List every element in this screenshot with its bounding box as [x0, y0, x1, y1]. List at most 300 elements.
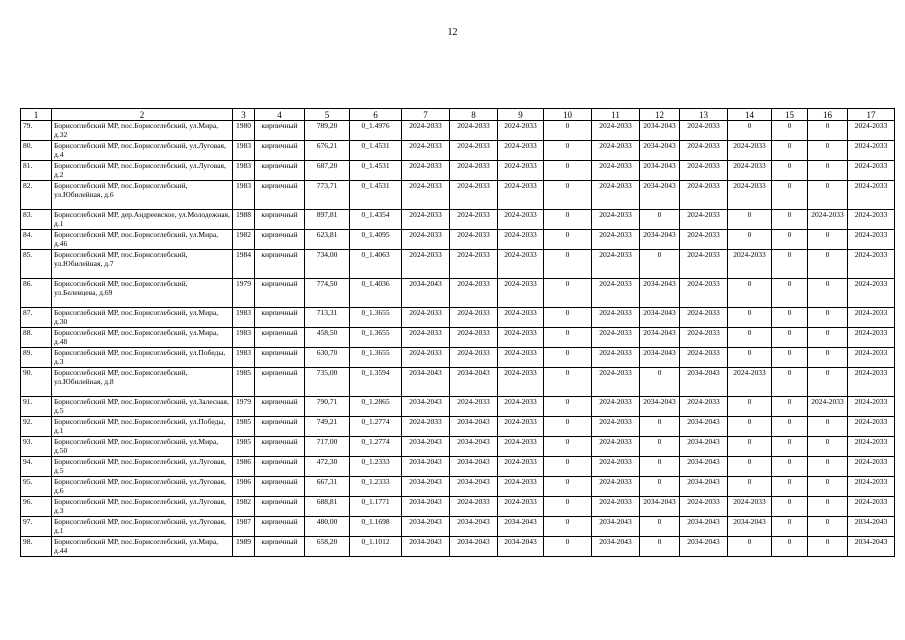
- cell-period-11: 2024-2033: [592, 161, 640, 181]
- cell-period-10: 0: [544, 141, 592, 161]
- cell-period-16: 0: [808, 279, 848, 308]
- cell-area: 458,50: [305, 328, 350, 348]
- cell-row-number: 86.: [21, 279, 52, 308]
- cell-period-8: 2034-2043: [450, 457, 498, 477]
- cell-period-12: 0: [640, 477, 680, 497]
- cell-wall-material: кирпичный: [255, 517, 305, 537]
- cell-index: 0_1.4531: [350, 141, 402, 161]
- cell-index: 0_1.2333: [350, 457, 402, 477]
- cell-period-10: 0: [544, 537, 592, 557]
- cell-row-number: 89.: [21, 348, 52, 368]
- cell-period-7: 2034-2043: [402, 397, 450, 417]
- cell-period-15: 0: [772, 210, 808, 230]
- cell-period-9: 2034-2043: [498, 517, 544, 537]
- cell-period-13: 2024-2033: [680, 328, 728, 348]
- cell-period-13: 2024-2033: [680, 308, 728, 328]
- cell-period-13: 2034-2043: [680, 368, 728, 397]
- cell-area: 623,81: [305, 230, 350, 250]
- cell-period-11: 2024-2033: [592, 497, 640, 517]
- cell-period-9: 2024-2033: [498, 477, 544, 497]
- cell-year-built: 1986: [233, 477, 255, 497]
- column-header: 7: [402, 109, 450, 121]
- cell-period-8: 2034-2043: [450, 368, 498, 397]
- cell-row-number: 94.: [21, 457, 52, 477]
- column-header: 12: [640, 109, 680, 121]
- cell-period-16: 0: [808, 181, 848, 210]
- cell-index: 0_1.4095: [350, 230, 402, 250]
- cell-period-17: 2024-2033: [848, 497, 895, 517]
- cell-period-8: 2034-2043: [450, 477, 498, 497]
- cell-period-12: 2034-2043: [640, 328, 680, 348]
- cell-period-8: 2024-2033: [450, 250, 498, 279]
- cell-period-11: 2024-2033: [592, 437, 640, 457]
- cell-period-12: 2034-2043: [640, 308, 680, 328]
- cell-year-built: 1983: [233, 161, 255, 181]
- cell-address: Борисоглебский МР, пос.Борисоглебский, ул.Луговая, д.2: [52, 161, 233, 181]
- cell-period-11: 2024-2033: [592, 368, 640, 397]
- cell-period-15: 0: [772, 457, 808, 477]
- cell-period-8: 2024-2033: [450, 161, 498, 181]
- cell-row-number: 80.: [21, 141, 52, 161]
- cell-period-15: 0: [772, 279, 808, 308]
- cell-period-7: 2024-2033: [402, 121, 450, 141]
- table-row: [21, 417, 895, 437]
- cell-index: 0_1.1698: [350, 517, 402, 537]
- cell-period-12: 2034-2043: [640, 348, 680, 368]
- cell-address: Борисоглебский МР, пос.Борисоглебский, ул.Белевцева, д.69: [52, 279, 233, 308]
- cell-period-16: 0: [808, 477, 848, 497]
- cell-period-12: 0: [640, 210, 680, 230]
- cell-period-11: 2024-2033: [592, 397, 640, 417]
- cell-period-14: 2034-2043: [728, 517, 772, 537]
- cell-period-10: 0: [544, 517, 592, 537]
- cell-period-15: 0: [772, 437, 808, 457]
- cell-area: 687,20: [305, 161, 350, 181]
- cell-period-15: 0: [772, 477, 808, 497]
- cell-period-12: 0: [640, 437, 680, 457]
- table-row: [21, 181, 895, 210]
- cell-period-8: 2024-2033: [450, 141, 498, 161]
- table-row: [21, 250, 895, 279]
- column-header: 2: [52, 109, 233, 121]
- cell-year-built: 1980: [233, 121, 255, 141]
- cell-index: 0_1.3655: [350, 328, 402, 348]
- cell-period-11: 2024-2033: [592, 279, 640, 308]
- cell-period-14: 0: [728, 417, 772, 437]
- cell-period-7: 2034-2043: [402, 279, 450, 308]
- cell-row-number: 92.: [21, 417, 52, 437]
- cell-period-10: 0: [544, 230, 592, 250]
- cell-address: Борисоглебский МР, пос.Борисоглебский, ул.Мира, д.30: [52, 308, 233, 328]
- cell-period-15: 0: [772, 161, 808, 181]
- cell-period-17: 2024-2033: [848, 210, 895, 230]
- cell-period-8: 2024-2033: [450, 348, 498, 368]
- cell-period-13: 2034-2043: [680, 437, 728, 457]
- cell-period-12: 0: [640, 368, 680, 397]
- cell-period-11: 2024-2033: [592, 477, 640, 497]
- cell-year-built: 1985: [233, 437, 255, 457]
- cell-period-9: 2024-2033: [498, 279, 544, 308]
- column-header: 13: [680, 109, 728, 121]
- cell-period-12: 2034-2043: [640, 497, 680, 517]
- cell-year-built: 1985: [233, 417, 255, 437]
- cell-period-12: 2034-2043: [640, 397, 680, 417]
- header-row: [21, 109, 895, 121]
- cell-row-number: 91.: [21, 397, 52, 417]
- cell-index: 0_1.4354: [350, 210, 402, 230]
- cell-area: 789,20: [305, 121, 350, 141]
- cell-period-10: 0: [544, 181, 592, 210]
- cell-period-14: 2024-2033: [728, 181, 772, 210]
- cell-wall-material: кирпичный: [255, 477, 305, 497]
- cell-period-17: 2024-2033: [848, 250, 895, 279]
- cell-period-14: 0: [728, 210, 772, 230]
- cell-period-11: 2024-2033: [592, 250, 640, 279]
- page-number: 12: [447, 27, 458, 38]
- cell-row-number: 84.: [21, 230, 52, 250]
- cell-period-11: 2024-2033: [592, 457, 640, 477]
- cell-period-8: 2034-2043: [450, 517, 498, 537]
- cell-period-9: 2024-2033: [498, 141, 544, 161]
- cell-period-7: 2024-2033: [402, 210, 450, 230]
- column-header: 15: [772, 109, 808, 121]
- cell-period-16: 0: [808, 328, 848, 348]
- table-row: [21, 308, 895, 328]
- cell-period-17: 2024-2033: [848, 397, 895, 417]
- cell-period-7: 2034-2043: [402, 497, 450, 517]
- cell-period-8: 2024-2033: [450, 230, 498, 250]
- cell-row-number: 98.: [21, 537, 52, 557]
- cell-period-14: 2024-2033: [728, 497, 772, 517]
- cell-wall-material: кирпичный: [255, 250, 305, 279]
- cell-address: Борисоглебский МР, пос.Борисоглебский, ул.Мира, д.48: [52, 328, 233, 348]
- cell-period-12: 2034-2043: [640, 230, 680, 250]
- cell-wall-material: кирпичный: [255, 417, 305, 437]
- cell-period-9: 2024-2033: [498, 497, 544, 517]
- cell-area: 472,30: [305, 457, 350, 477]
- cell-period-17: 2024-2033: [848, 368, 895, 397]
- cell-index: 0_1.3655: [350, 308, 402, 328]
- cell-row-number: 79.: [21, 121, 52, 141]
- cell-period-12: 2034-2043: [640, 141, 680, 161]
- cell-period-9: 2024-2033: [498, 437, 544, 457]
- cell-period-12: 0: [640, 417, 680, 437]
- cell-period-10: 0: [544, 279, 592, 308]
- cell-year-built: 1983: [233, 181, 255, 210]
- cell-period-11: 2024-2033: [592, 308, 640, 328]
- table-row: [21, 497, 895, 517]
- cell-period-10: 0: [544, 497, 592, 517]
- cell-address: Борисоглебский МР, пос.Борисоглебский, ул.Луговая, д.3: [52, 497, 233, 517]
- cell-address: Борисоглебский МР, пос.Борисоглебский, ул.Мира, д.50: [52, 437, 233, 457]
- cell-address: Борисоглебский МР, пос.Борисоглебский, ул.Мира, д.32: [52, 121, 233, 141]
- cell-period-8: 2034-2043: [450, 537, 498, 557]
- column-header: 16: [808, 109, 848, 121]
- cell-period-15: 0: [772, 537, 808, 557]
- column-header: 1: [21, 109, 52, 121]
- cell-index: 0_1.2774: [350, 437, 402, 457]
- cell-row-number: 88.: [21, 328, 52, 348]
- cell-period-7: 2024-2033: [402, 161, 450, 181]
- cell-period-16: 2024-2033: [808, 210, 848, 230]
- table-row: [21, 437, 895, 457]
- cell-period-9: 2024-2033: [498, 417, 544, 437]
- cell-period-9: 2024-2033: [498, 397, 544, 417]
- cell-row-number: 96.: [21, 497, 52, 517]
- cell-period-7: 2034-2043: [402, 437, 450, 457]
- column-header: 8: [450, 109, 498, 121]
- cell-area: 676,21: [305, 141, 350, 161]
- cell-period-14: 0: [728, 457, 772, 477]
- cell-period-12: 0: [640, 537, 680, 557]
- housing-table: [20, 108, 895, 557]
- cell-year-built: 1986: [233, 457, 255, 477]
- cell-period-13: 2024-2033: [680, 141, 728, 161]
- cell-year-built: 1982: [233, 497, 255, 517]
- table-row: [21, 230, 895, 250]
- cell-period-17: 2024-2033: [848, 348, 895, 368]
- cell-wall-material: кирпичный: [255, 141, 305, 161]
- cell-year-built: 1982: [233, 230, 255, 250]
- cell-period-9: 2024-2033: [498, 230, 544, 250]
- table-row: [21, 368, 895, 397]
- cell-address: Борисоглебский МР, пос.Борисоглебский, ул.Мира, д.46: [52, 230, 233, 250]
- cell-period-13: 2024-2033: [680, 161, 728, 181]
- cell-period-15: 0: [772, 397, 808, 417]
- cell-period-15: 0: [772, 141, 808, 161]
- cell-period-11: 2034-2043: [592, 517, 640, 537]
- cell-period-16: 0: [808, 308, 848, 328]
- cell-address: Борисоглебский МР, пос.Борисоглебский, ул.Юбилейная, д.6: [52, 181, 233, 210]
- cell-year-built: 1979: [233, 279, 255, 308]
- cell-row-number: 83.: [21, 210, 52, 230]
- cell-period-14: 0: [728, 477, 772, 497]
- cell-period-7: 2034-2043: [402, 477, 450, 497]
- cell-row-number: 82.: [21, 181, 52, 210]
- cell-period-7: 2024-2033: [402, 308, 450, 328]
- cell-period-11: 2034-2043: [592, 537, 640, 557]
- cell-wall-material: кирпичный: [255, 368, 305, 397]
- cell-period-12: 0: [640, 457, 680, 477]
- cell-period-10: 0: [544, 417, 592, 437]
- cell-period-15: 0: [772, 417, 808, 437]
- cell-period-11: 2024-2033: [592, 417, 640, 437]
- cell-period-15: 0: [772, 348, 808, 368]
- cell-period-13: 2024-2033: [680, 348, 728, 368]
- cell-period-8: 2024-2033: [450, 308, 498, 328]
- cell-period-17: 2024-2033: [848, 279, 895, 308]
- cell-period-11: 2024-2033: [592, 210, 640, 230]
- cell-wall-material: кирпичный: [255, 210, 305, 230]
- cell-period-17: 2024-2033: [848, 417, 895, 437]
- cell-period-11: 2024-2033: [592, 348, 640, 368]
- cell-period-8: 2024-2033: [450, 121, 498, 141]
- column-header: 9: [498, 109, 544, 121]
- cell-wall-material: кирпичный: [255, 181, 305, 210]
- cell-area: 773,71: [305, 181, 350, 210]
- cell-period-8: 2024-2033: [450, 497, 498, 517]
- cell-period-10: 0: [544, 477, 592, 497]
- cell-period-12: 2034-2043: [640, 279, 680, 308]
- table-row: [21, 517, 895, 537]
- cell-period-9: 2024-2033: [498, 368, 544, 397]
- cell-period-16: 0: [808, 348, 848, 368]
- cell-address: Борисоглебский МР, пос.Борисоглебский, ул.Юбилейная, д.8: [52, 368, 233, 397]
- table-row: [21, 328, 895, 348]
- cell-period-7: 2024-2033: [402, 250, 450, 279]
- cell-address: Борисоглебский МР, пос.Борисоглебский, ул.Залесная, д.5: [52, 397, 233, 417]
- cell-index: 0_1.1012: [350, 537, 402, 557]
- cell-period-10: 0: [544, 161, 592, 181]
- cell-period-7: 2034-2043: [402, 368, 450, 397]
- cell-period-8: 2034-2043: [450, 417, 498, 437]
- table-row: [21, 477, 895, 497]
- cell-year-built: 1983: [233, 328, 255, 348]
- cell-period-10: 0: [544, 250, 592, 279]
- cell-period-11: 2024-2033: [592, 181, 640, 210]
- cell-period-9: 2024-2033: [498, 348, 544, 368]
- cell-period-7: 2034-2043: [402, 537, 450, 557]
- cell-period-10: 0: [544, 328, 592, 348]
- cell-period-12: 2034-2043: [640, 161, 680, 181]
- cell-period-17: 2024-2033: [848, 308, 895, 328]
- cell-wall-material: кирпичный: [255, 457, 305, 477]
- cell-year-built: 1989: [233, 537, 255, 557]
- cell-index: 0_1.4531: [350, 181, 402, 210]
- table-row: [21, 348, 895, 368]
- cell-area: 717,00: [305, 437, 350, 457]
- cell-index: 0_1.4531: [350, 161, 402, 181]
- cell-period-16: 0: [808, 121, 848, 141]
- cell-year-built: 1984: [233, 250, 255, 279]
- cell-year-built: 1983: [233, 141, 255, 161]
- cell-period-14: 0: [728, 348, 772, 368]
- cell-index: 0_1.1771: [350, 497, 402, 517]
- cell-wall-material: кирпичный: [255, 279, 305, 308]
- cell-period-17: 2034-2043: [848, 517, 895, 537]
- table-row: [21, 210, 895, 230]
- cell-area: 734,00: [305, 250, 350, 279]
- cell-period-16: 0: [808, 437, 848, 457]
- cell-wall-material: кирпичный: [255, 537, 305, 557]
- cell-period-13: 2024-2033: [680, 230, 728, 250]
- cell-area: 630,70: [305, 348, 350, 368]
- cell-period-9: 2024-2033: [498, 210, 544, 230]
- cell-period-15: 0: [772, 181, 808, 210]
- cell-period-15: 0: [772, 230, 808, 250]
- cell-period-13: 2034-2043: [680, 417, 728, 437]
- cell-period-16: 0: [808, 230, 848, 250]
- cell-row-number: 95.: [21, 477, 52, 497]
- cell-index: 0_1.4976: [350, 121, 402, 141]
- column-header: 10: [544, 109, 592, 121]
- cell-index: 0_1.2865: [350, 397, 402, 417]
- column-header: 17: [848, 109, 895, 121]
- cell-period-14: 2024-2033: [728, 250, 772, 279]
- column-header: 11: [592, 109, 640, 121]
- cell-period-7: 2024-2033: [402, 181, 450, 210]
- cell-period-14: 0: [728, 437, 772, 457]
- cell-period-15: 0: [772, 517, 808, 537]
- table-row: [21, 537, 895, 557]
- cell-period-7: 2034-2043: [402, 517, 450, 537]
- cell-period-11: 2024-2033: [592, 121, 640, 141]
- cell-year-built: 1985: [233, 368, 255, 397]
- cell-period-10: 0: [544, 437, 592, 457]
- table-row: [21, 279, 895, 308]
- cell-period-11: 2024-2033: [592, 230, 640, 250]
- cell-period-17: 2024-2033: [848, 477, 895, 497]
- cell-period-13: 2024-2033: [680, 497, 728, 517]
- cell-period-9: 2024-2033: [498, 328, 544, 348]
- table-body: [21, 121, 895, 557]
- cell-period-17: 2024-2033: [848, 328, 895, 348]
- cell-period-8: 2034-2043: [450, 437, 498, 457]
- cell-area: 749,21: [305, 417, 350, 437]
- cell-area: 658,20: [305, 537, 350, 557]
- cell-area: 713,31: [305, 308, 350, 328]
- cell-period-16: 0: [808, 457, 848, 477]
- cell-wall-material: кирпичный: [255, 121, 305, 141]
- cell-period-15: 0: [772, 308, 808, 328]
- cell-period-13: 2034-2043: [680, 477, 728, 497]
- cell-year-built: 1983: [233, 348, 255, 368]
- table-row: [21, 121, 895, 141]
- cell-period-13: 2034-2043: [680, 537, 728, 557]
- cell-index: 0_1.4036: [350, 279, 402, 308]
- cell-wall-material: кирпичный: [255, 497, 305, 517]
- cell-period-14: 0: [728, 537, 772, 557]
- cell-period-11: 2024-2033: [592, 141, 640, 161]
- cell-area: 667,31: [305, 477, 350, 497]
- column-header: 3: [233, 109, 255, 121]
- cell-address: Борисоглебский МР, пос.Борисоглебский, ул.Луговая, д.6: [52, 477, 233, 497]
- cell-period-16: 0: [808, 250, 848, 279]
- cell-period-15: 0: [772, 121, 808, 141]
- cell-wall-material: кирпичный: [255, 161, 305, 181]
- cell-year-built: 1988: [233, 210, 255, 230]
- cell-address: Борисоглебский МР, пос.Борисоглебский, ул.Мира, д.44: [52, 537, 233, 557]
- cell-period-10: 0: [544, 368, 592, 397]
- cell-period-16: 2024-2033: [808, 397, 848, 417]
- cell-period-9: 2024-2033: [498, 457, 544, 477]
- cell-period-17: 2024-2033: [848, 437, 895, 457]
- cell-period-12: 2034-2043: [640, 181, 680, 210]
- cell-period-14: 2024-2033: [728, 161, 772, 181]
- cell-period-13: 2024-2033: [680, 121, 728, 141]
- cell-period-14: 0: [728, 121, 772, 141]
- cell-index: 0_1.2333: [350, 477, 402, 497]
- cell-index: 0_1.3655: [350, 348, 402, 368]
- cell-period-14: 0: [728, 308, 772, 328]
- cell-period-16: 0: [808, 368, 848, 397]
- cell-period-7: 2034-2043: [402, 457, 450, 477]
- cell-address: Борисоглебский МР, пос.Борисоглебский, ул.Юбилейная, д.7: [52, 250, 233, 279]
- cell-index: 0_1.2774: [350, 417, 402, 437]
- cell-period-17: 2024-2033: [848, 121, 895, 141]
- cell-period-10: 0: [544, 210, 592, 230]
- cell-period-17: 2024-2033: [848, 181, 895, 210]
- cell-period-16: 0: [808, 417, 848, 437]
- cell-area: 688,81: [305, 497, 350, 517]
- cell-address: Борисоглебский МР, пос.Борисоглебский, ул.Луговая, д.5: [52, 457, 233, 477]
- cell-period-17: 2024-2033: [848, 230, 895, 250]
- cell-row-number: 85.: [21, 250, 52, 279]
- table-row: [21, 457, 895, 477]
- cell-period-10: 0: [544, 397, 592, 417]
- cell-wall-material: кирпичный: [255, 328, 305, 348]
- cell-period-9: 2024-2033: [498, 250, 544, 279]
